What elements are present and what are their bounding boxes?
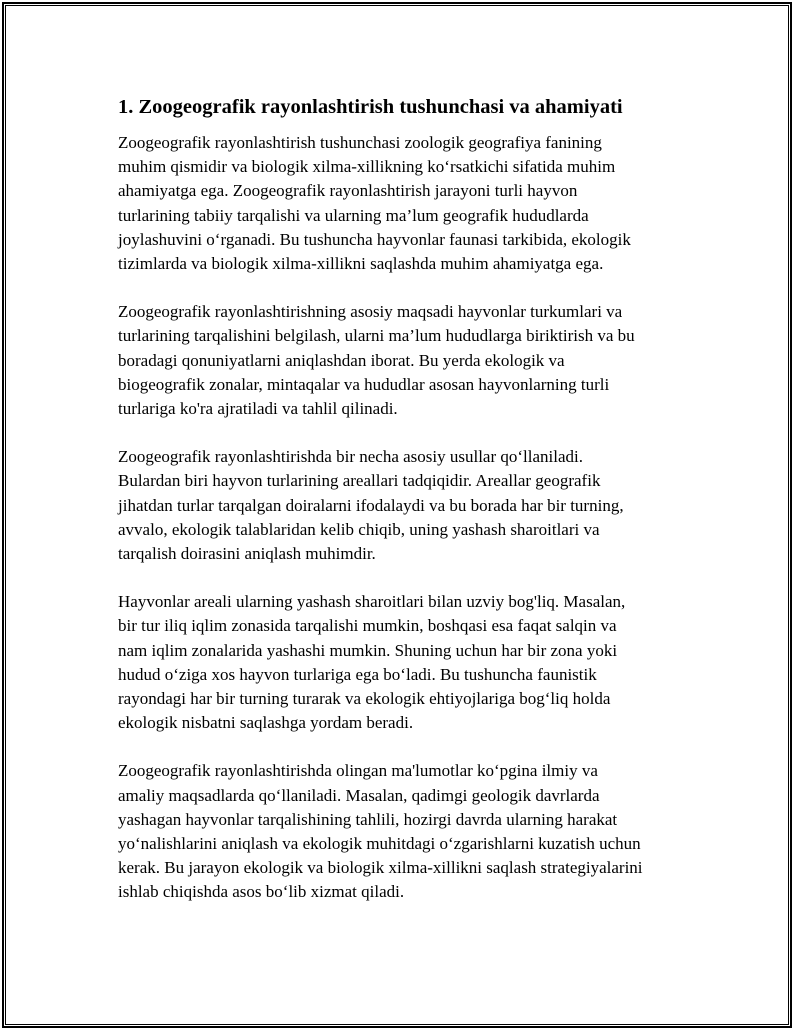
text-line: turlarining tarqalishini belgilash, ularni ma’lum hududlarga biriktirish va bu: [118, 326, 635, 346]
text-line: Zoogeografik rayonlashtirishda bir necha asosiy usullar qo‘llaniladi.: [118, 447, 584, 467]
text-line: hudud o‘ziga xos hayvon turlariga ega bo‘ladi. Bu tushuncha faunistik: [118, 664, 597, 684]
text-line: tizimlarda va biologik xilma-xillikni saqlashda muhim ahamiyatga ega.: [118, 254, 604, 274]
paragraph-4: [118, 590, 688, 735]
text-line: Bulardan biri hayvon turlarining areallari tadqiqidir. Areallar geografik: [118, 471, 601, 491]
text-line: ekologik nisbatni saqlashga yordam beradi.: [118, 713, 414, 733]
text-line: turlariga ko'ra ajratiladi va tahlil qilinadi.: [118, 399, 398, 419]
text-line: Hayvonlar areali ularning yashash sharoitlari bilan uzviy bog'liq. Masalan,: [118, 592, 626, 612]
paragraph-5: [118, 759, 688, 904]
text-line: avvalo, ekologik talablaridan kelib chiqib, uning yashash sharoitlari va: [118, 519, 600, 539]
text-line: Zoogeografik rayonlashtirishda olingan ma'lumotlar ko‘pgina ilmiy va: [118, 761, 598, 781]
text-line: jihatdan turlar tarqalgan doiralarni ifodalaydi va bu borada har bir turning,: [118, 495, 624, 515]
text-line: ishlab chiqishda asos bo‘lib xizmat qiladi.: [118, 882, 405, 902]
text-line: boradagi qonuniyatlarni aniqlashdan iborat. Bu yerda ekologik va: [118, 350, 565, 370]
text-line: joylashuvini o‘rganadi. Bu tushuncha hayvonlar faunasi tarkibida, ekologik: [118, 229, 631, 249]
paragraph-2: [118, 300, 688, 421]
text-line: tarqalish doirasini aniqlash muhimdir.: [118, 544, 376, 564]
text-line: amaliy maqsadlarda qo‘llaniladi. Masalan, qadimgi geologik davrlarda: [118, 785, 600, 805]
text-line: kerak. Bu jarayon ekologik va biologik xilma-xillikni saqlash strategiyalarini: [118, 858, 643, 878]
text-line: bir tur iliq iqlim zonasida tarqalishi mumkin, boshqasi esa faqat salqin va: [118, 616, 617, 636]
text-line: nam iqlim zonalarida yashashi mumkin. Shuning uchun har bir zona yoki: [118, 640, 618, 660]
text-line: turlarining tabiiy tarqalishi va ularning ma’lum geografik hududlarda: [118, 205, 589, 225]
text-line: Zoogeografik rayonlashtirishning asosiy maqsadi hayvonlar turkumlari va: [118, 302, 623, 322]
text-line: biogeografik zonalar, mintaqalar va hududlar asosan hayvonlarning turli: [118, 374, 610, 394]
paragraph-1: [118, 131, 688, 276]
section-heading: 1. Zoogeografik rayonlashtirish tushunchasi va ahamiyati: [118, 96, 623, 118]
text-line: yo‘nalishlarini aniqlash va ekologik muhitdagi o‘zgarishlarni kuzatish uchun: [118, 834, 641, 854]
document-body: [118, 93, 688, 929]
text-line: yashagan hayvonlar tarqalishining tahlili, hozirgi davrda ularning harakat: [118, 809, 618, 829]
text-line: rayondagi har bir turning turarak va ekologik ehtiyojlariga bog‘liq holda: [118, 689, 611, 709]
text-line: ahamiyatga ega. Zoogeografik rayonlashtirish jarayoni turli hayvon: [118, 181, 578, 201]
text-line: muhim qismidir va biologik xilma-xillikning ko‘rsatkichi sifatida muhim: [118, 157, 616, 177]
paragraph-3: [118, 445, 688, 566]
text-line: Zoogeografik rayonlashtirish tushunchasi zoologik geografiya fanining: [118, 133, 602, 152]
